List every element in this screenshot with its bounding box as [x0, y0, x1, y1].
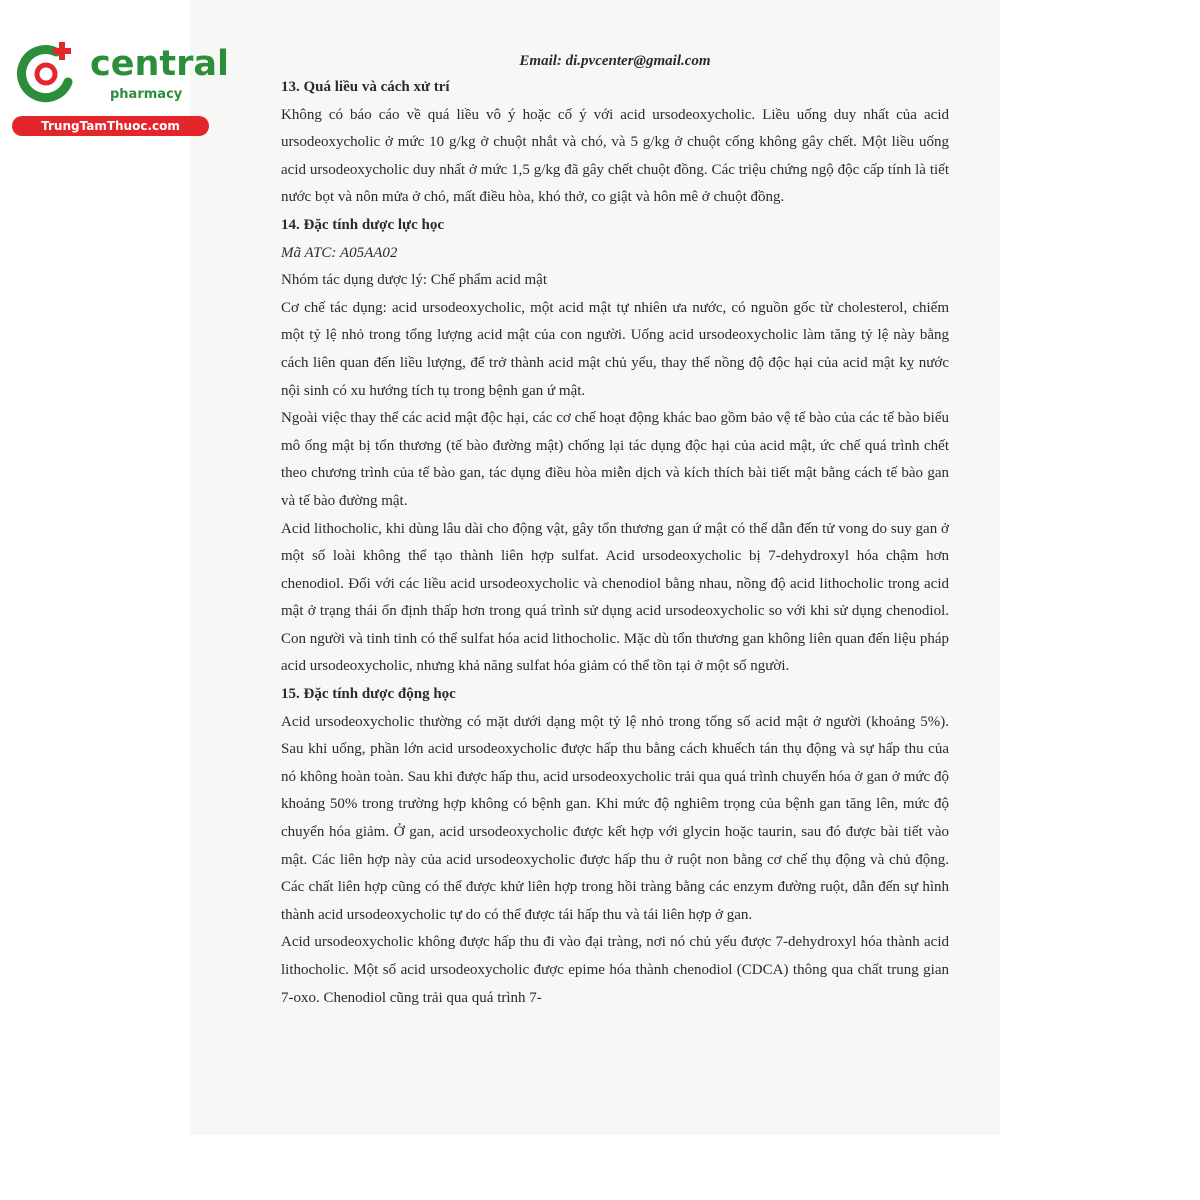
contact-email: Email: di.pvcenter@gmail.com	[519, 53, 711, 69]
logo-brand-name: central	[90, 44, 230, 84]
paragraph: Cơ chế tác dụng: acid ursodeoxycholic, một acid mật tự nhiên ưa nước, có nguồn gốc từ cholesterol, chiếm một tỷ lệ nhỏ trong tổng lượng acid mật của con người. Uống acid ursodeoxycholic làm tăng tỷ lệ này bằng cách liên quan đến liều lượng, để trở thành acid mật chủ yếu, thay thế nồng độ độc hại của acid mật kỵ nước nội sinh có xu hướng tích tụ trong bệnh gan ứ mật.	[281, 299, 949, 399]
paragraph: Nhóm tác dụng dược lý: Chế phẩm acid mật	[281, 272, 548, 289]
paragraph: Không có báo cáo về quá liều vô ý hoặc cố ý với acid ursodeoxycholic. Liều uống duy nhất của acid ursodeoxycholic ở mức 10 g/kg ở chuột nhắt và chó, và 5 g/kg ở chuột cống không gây chết. Một liều uống acid ursodeoxycholic duy nhất ở mức 1,5 g/kg đã gây chết chuột đồng. Các triệu chứng ngộ độc cấp tính là tiết nước bọt và nôn mửa ở chó, mất điều hòa, khó thở, co giật và hôn mê ở chuột đồng.	[281, 106, 949, 206]
section-heading: 13. Quá liều và cách xử trí	[281, 79, 450, 95]
section-heading: 14. Đặc tính dược lực học	[281, 216, 444, 233]
atc-code: Mã ATC: A05AA02	[281, 244, 398, 261]
paragraph: Acid lithocholic, khi dùng lâu dài cho động vật, gây tổn thương gan ứ mật có thể dẫn đến tử vong do suy gan ở một số loài không thể tạo thành liên hợp sulfat. Acid ursodeoxycholic bị 7-dehydroxyl hóa chậm hơn chenodiol. Đối với các liều acid ursodeoxycholic và chenodiol bằng nhau, nồng độ acid lithocholic trong acid mật ở trạng thái ổn định thấp hơn trong quá trình sử dụng acid ursodeoxycholic so với khi sử dụng chenodiol. Con người và tinh tinh có thể sulfat hóa acid lithocholic. Mặc dù tổn thương gan không liên quan đến liệu pháp acid ursodeoxycholic, nhưng khả năng sulfat hóa giảm có thể tồn tại ở một số người.	[281, 520, 949, 675]
pharmacy-cross-logo-icon	[12, 38, 80, 106]
logo-website-badge: TrungTamThuoc.com	[12, 116, 209, 136]
document-body	[281, 48, 949, 1012]
central-pharmacy-logo[interactable]	[12, 38, 230, 138]
section-heading: 15. Đặc tính dược động học	[281, 686, 456, 703]
section-pharmacodynamics	[281, 212, 949, 681]
paragraph: Ngoài việc thay thế các acid mật độc hại, các cơ chế hoạt động khác bao gồm bảo vệ tế bào của các tế bào biểu mô ống mật bị tổn thương (tế bào đường mật) chống lại tác dụng độc hại của acid mật, ức chế quá trình chết theo chương trình của tế bào gan, tác dụng điều hòa miễn dịch và kích thích bài tiết mật bằng cách tế bào gan và tế bào đường mật.	[281, 410, 949, 509]
section-pharmacokinetics	[281, 681, 949, 1012]
section-overdose	[281, 74, 949, 212]
logo-brand-subtitle: pharmacy	[110, 87, 183, 102]
paragraph: Acid ursodeoxycholic thường có mặt dưới dạng một tỷ lệ nhỏ trong tổng số acid mật ở người (khoảng 5%). Sau khi uống, phần lớn acid ursodeoxycholic được hấp thu bằng cách khuếch tán thụ động và sự hấp thu của nó không hoàn toàn. Sau khi được hấp thu, acid ursodeoxycholic trải qua quá trình chuyển hóa ở gan ở mức độ khoảng 50% trong trường hợp không có bệnh gan. Khi mức độ nghiêm trọng của bệnh gan tăng lên, mức độ chuyển hóa giảm. Ở gan, acid ursodeoxycholic được kết hợp với glycin hoặc taurin, sau đó được bài tiết vào mật. Các liên hợp này của acid ursodeoxycholic được hấp thu ở ruột non bằng cơ chế thụ động và chủ động. Các chất liên hợp cũng có thể được khử liên hợp trong hồi tràng bằng các enzym đường ruột, dẫn đến sự hình thành acid ursodeoxycholic tự do có thể được tái hấp thu và tái liên hợp ở gan.	[281, 713, 949, 923]
paragraph: Acid ursodeoxycholic không được hấp thu đi vào đại tràng, nơi nó chủ yếu được 7-dehydroxyl hóa thành acid lithocholic. Một số acid ursodeoxycholic được epime hóa thành chenodiol (CDCA) thông qua chất trung gian 7-oxo. Chenodiol cũng trải qua quá trình 7-	[281, 934, 949, 1006]
